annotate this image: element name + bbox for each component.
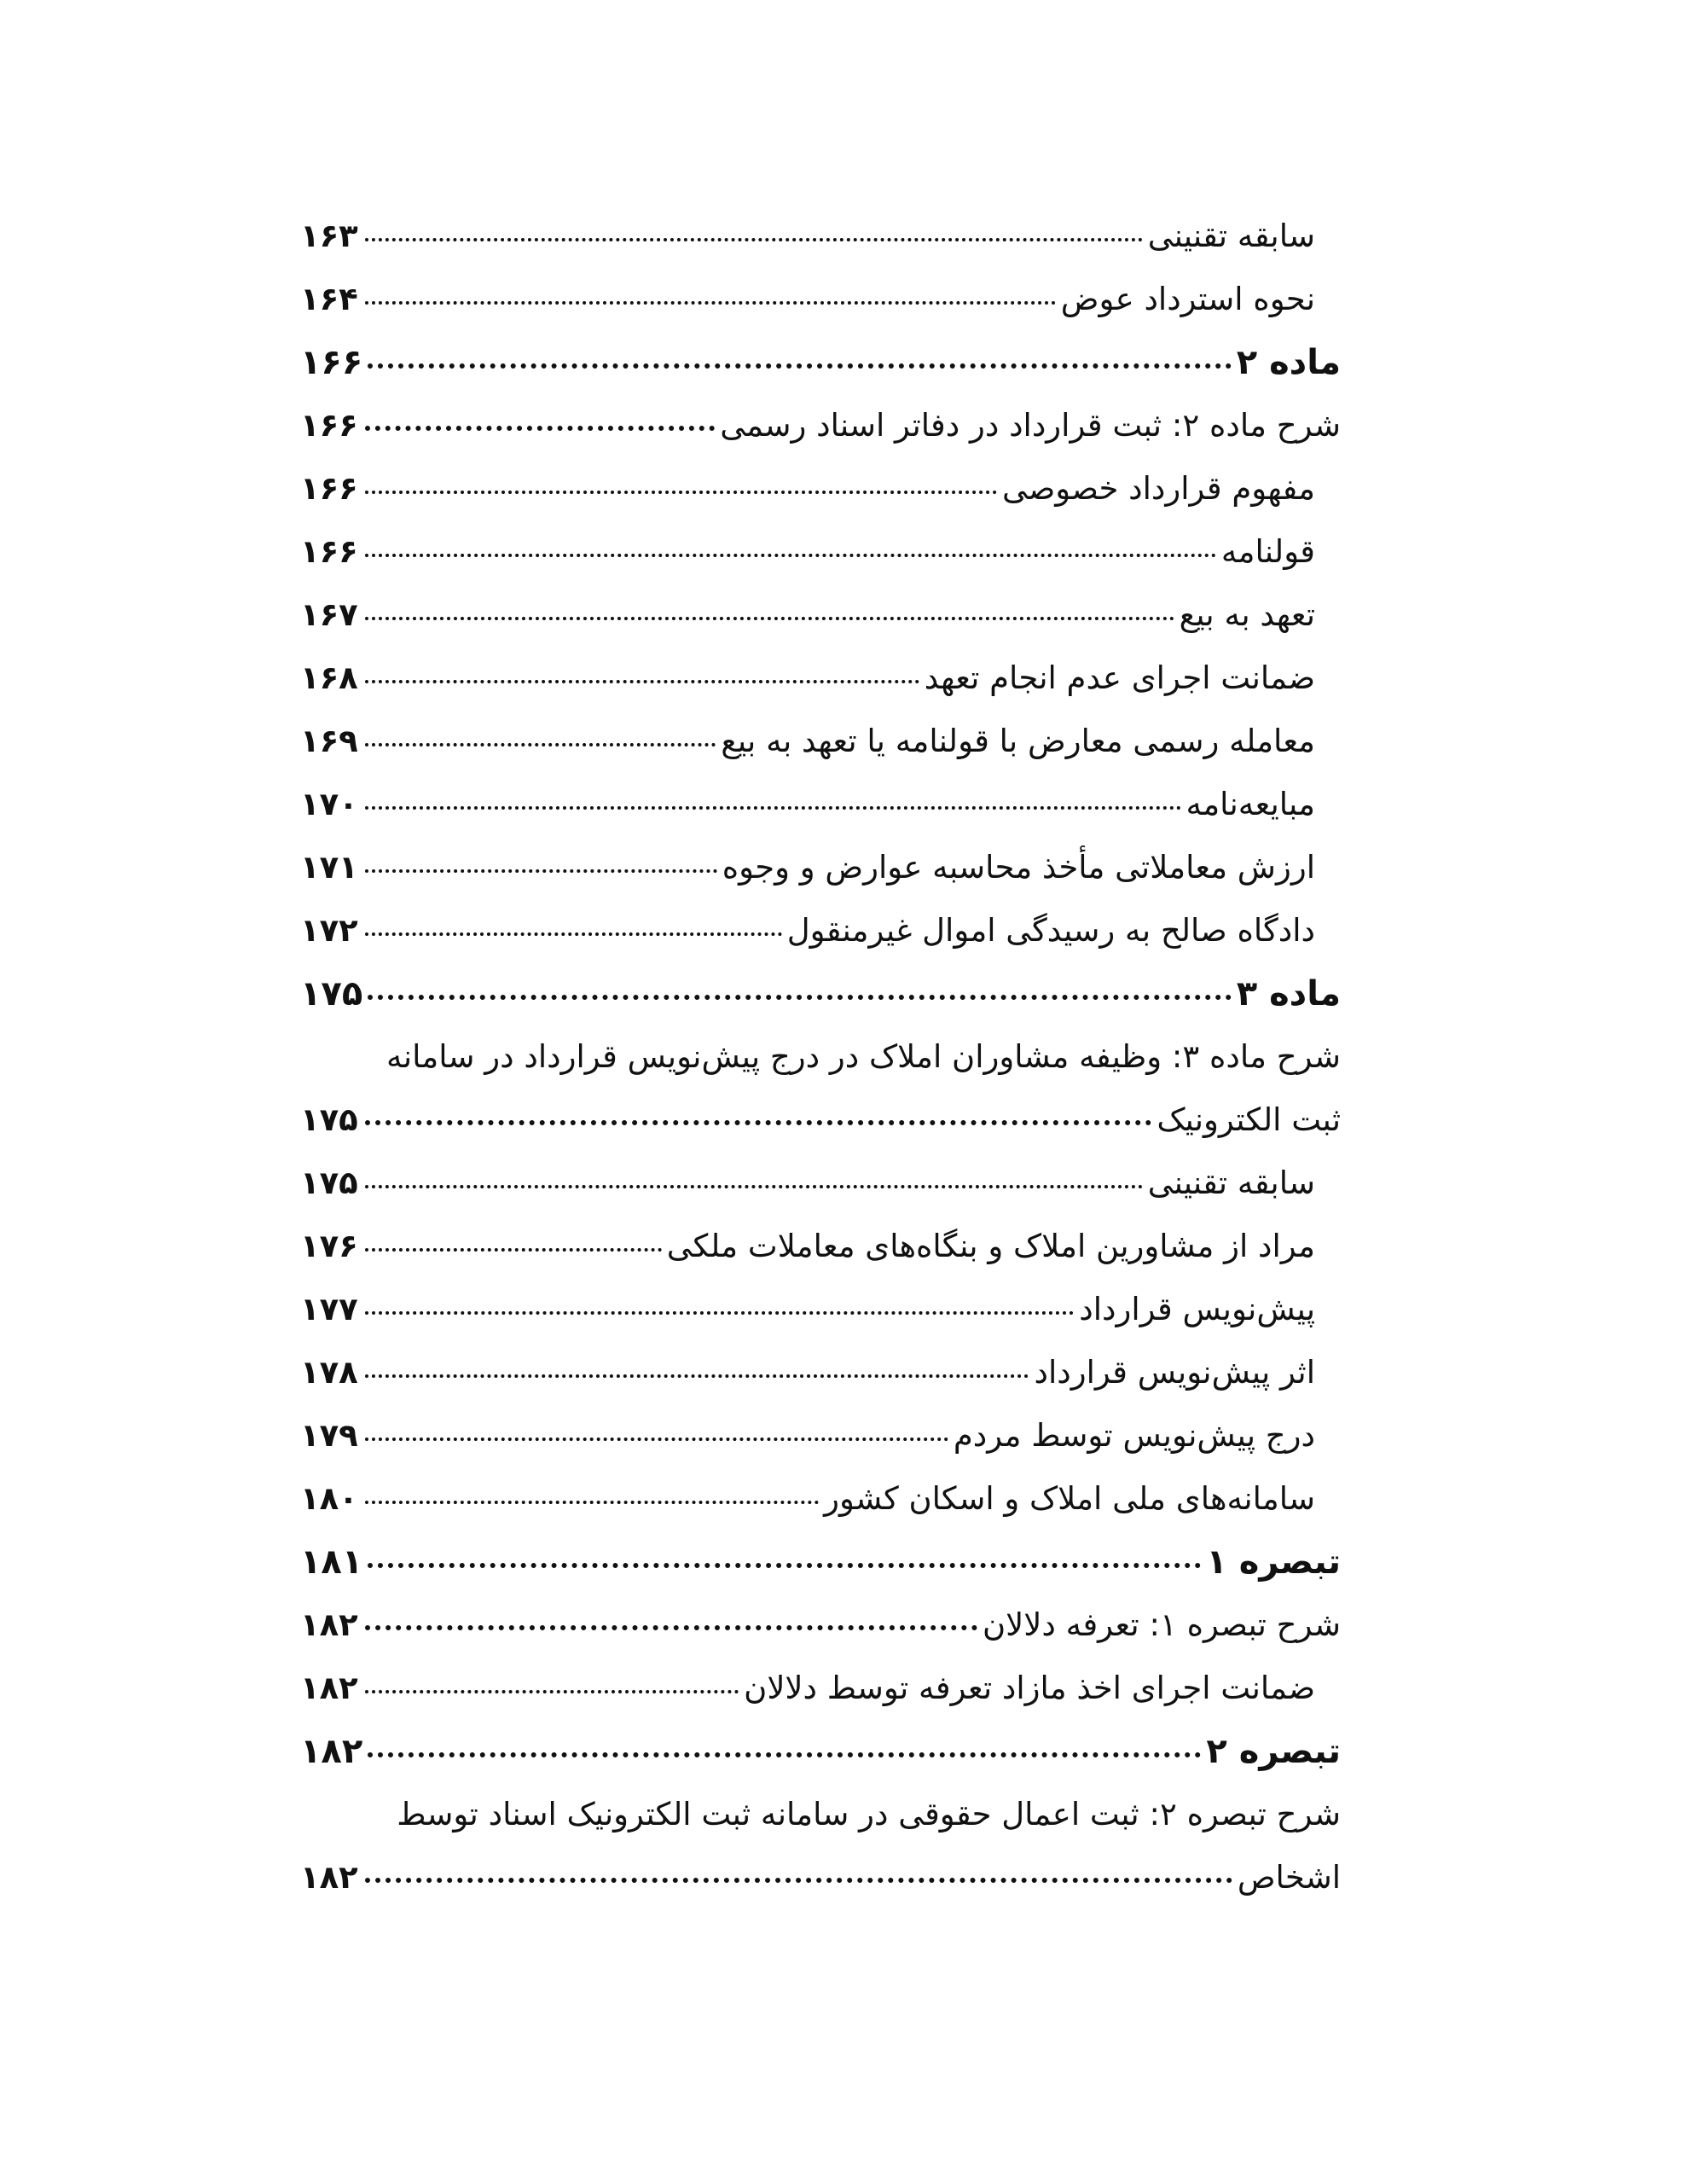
toc-leader-dots [365,238,1143,241]
toc-entry-commentary [300,1783,1341,1909]
toc-entry [300,899,1341,962]
toc-entry-title: معامله رسمی معارض با قولنامه یا تعهد به بیع [721,723,1315,759]
toc-entry-title-line1: شرح تبصره ۲: ثبت اعمال حقوقی در سامانه ثبت الکترونیک اسناد توسط [397,1796,1341,1833]
toc-entry-title: مفهوم قرارداد خصوصی [1002,470,1315,507]
toc-entry-page: ۱۷۵ [300,1165,358,1201]
toc-entry-page: ۱۸۲ [300,1732,363,1771]
toc-entry-title: ماده ۳ [1236,974,1341,1014]
toc-entry-commentary [300,1025,1341,1152]
toc-entry [300,836,1341,899]
toc-entry [300,1278,1341,1341]
toc-entry-page: ۱۷۰ [300,786,358,822]
toc-entry-page: ۱۸۲ [300,1606,358,1643]
toc-entry-page: ۱۷۵ [300,1101,358,1138]
toc-entry-title: ماده ۲ [1236,343,1341,382]
toc-entry-title: قولنامه [1220,533,1315,570]
toc-leader-dots [365,301,1056,305]
toc-leader-dots [365,869,717,873]
toc-entry-commentary [300,1594,1341,1657]
toc-entry-page: ۱۷۵ [300,974,363,1014]
toc-entry-title: شرح تبصره ۱: تعرفه دلالان [983,1606,1341,1643]
toc-leader-dots [368,1752,1201,1757]
toc-entry-page: ۱۶۸ [300,659,358,696]
toc-entry-page: ۱۸۱ [300,1542,363,1582]
table-of-contents [300,205,1341,1909]
toc-entry-title-line2: اشخاص [1237,1859,1341,1896]
toc-leader-dots [365,1185,1143,1188]
toc-entry-page: ۱۶۹ [300,723,358,759]
toc-entry-continuation [300,1089,1341,1152]
toc-entry [300,710,1341,773]
toc-entry-title: اثر پیش‌نویس قرارداد [1034,1354,1315,1391]
toc-leader-dots [365,617,1174,620]
toc-entry-title-line2: ثبت الکترونیک [1157,1101,1341,1138]
toc-entry-title: درج پیش‌نویس توسط مردم [953,1417,1315,1454]
toc-leader-dots [365,426,715,431]
toc-entry-title: تعهد به بیع [1179,596,1315,633]
toc-leader-dots [365,1625,977,1630]
toc-entry-note [300,1531,1341,1594]
toc-entry-page: ۱۸۰ [300,1480,358,1517]
toc-leader-dots [365,554,1216,557]
toc-leader-dots [365,1248,662,1252]
toc-entry-title: مبایعه‌نامه [1186,786,1315,822]
toc-entry-page: ۱۶۴ [300,281,358,317]
toc-entry-title: ارزش معاملاتی مأخذ محاسبه عوارض و وجوه [722,849,1315,886]
toc-entry [300,205,1341,268]
toc-leader-dots [365,743,716,746]
toc-entry [300,1467,1341,1531]
toc-leader-dots [365,1501,819,1504]
toc-leader-dots [368,1563,1201,1568]
toc-entry-page: ۱۶۶ [300,533,358,570]
toc-entry-title: پیش‌نویس قرارداد [1079,1291,1315,1327]
toc-entry-note [300,1720,1341,1783]
toc-entry-title: شرح ماده ۲: ثبت قرارداد در دفاتر اسناد رسمی [720,407,1341,444]
toc-entry [300,520,1341,584]
toc-entry-title: سامانه‌های ملی املاک و اسکان کشور [824,1480,1315,1517]
toc-entry-page: ۱۷۷ [300,1291,358,1327]
toc-entry-title: تبصره ۱ [1206,1542,1341,1582]
toc-leader-dots [365,1311,1074,1315]
toc-leader-dots [368,363,1231,369]
toc-entry-page: ۱۷۱ [300,849,358,886]
toc-entry-page: ۱۶۶ [300,343,363,382]
toc-leader-dots [365,491,997,494]
toc-entry-title-line1: شرح ماده ۳: وظیفه مشاوران املاک در درج پیش‌نویس قرارداد در سامانه [386,1038,1341,1075]
toc-leader-dots [365,1120,1151,1125]
toc-entry-article [300,962,1341,1025]
toc-entry [300,773,1341,836]
toc-entry-title: ضمانت اجرای عدم انجام تعهد [924,659,1315,696]
toc-entry [300,1341,1341,1404]
toc-entry-page: ۱۸۲ [300,1859,358,1896]
toc-leader-dots [365,1690,739,1693]
toc-entry [300,647,1341,710]
toc-entry [300,1215,1341,1278]
toc-entry-continuation [300,1846,1341,1909]
toc-leader-dots [365,680,919,683]
toc-entry-title: مراد از مشاورین املاک و بنگاه‌های معاملات ملکی [666,1228,1315,1264]
toc-entry-page: ۱۷۲ [300,912,358,949]
toc-entry-page: ۱۶۶ [300,470,358,507]
toc-entry [300,457,1341,520]
toc-entry [300,584,1341,647]
toc-entry-page: ۱۷۹ [300,1417,358,1454]
toc-entry-title: نحوه استرداد عوض [1060,281,1315,317]
toc-entry-page: ۱۶۷ [300,596,358,633]
toc-entry-page: ۱۶۳ [300,218,358,254]
toc-entry-title: سابقه تقنینی [1147,218,1315,254]
toc-entry-page: ۱۷۸ [300,1354,358,1391]
toc-entry-commentary [300,394,1341,457]
toc-entry [300,1657,1341,1720]
toc-entry-title: دادگاه صالح به رسیدگی اموال غیرمنقول [786,912,1315,949]
toc-leader-dots [368,995,1231,1000]
toc-entry-title: ضمانت اجرای اخذ مازاد تعرفه توسط دلالان [744,1670,1315,1706]
toc-entry-article [300,331,1341,394]
toc-entry [300,268,1341,331]
toc-leader-dots [365,1374,1029,1378]
toc-leader-dots [365,806,1181,810]
toc-entry-title: تبصره ۲ [1206,1732,1341,1771]
toc-entry-page: ۱۶۶ [300,407,358,444]
toc-entry [300,1404,1341,1467]
toc-leader-dots [365,1878,1232,1883]
toc-entry-page: ۱۷۶ [300,1228,358,1264]
toc-leader-dots [365,1438,948,1441]
toc-entry [300,1152,1341,1215]
toc-entry-title: سابقه تقنینی [1147,1165,1315,1201]
toc-leader-dots [365,932,782,936]
toc-entry-page: ۱۸۲ [300,1670,358,1706]
